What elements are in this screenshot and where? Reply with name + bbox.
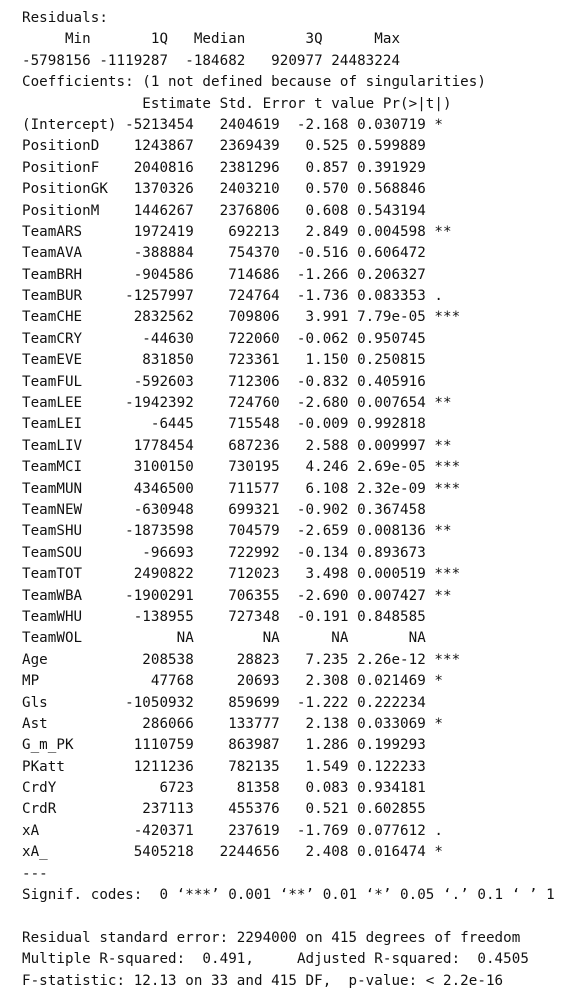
- coef-row: PositionF 2040816 2381296 0.857 0.391929: [22, 159, 426, 176]
- coef-row: G_m_PK 1110759 863987 1.286 0.199293: [22, 737, 426, 754]
- coef-row: TeamARS 1972419 692213 2.849 0.004598 **: [22, 223, 452, 240]
- r-squared-line: Multiple R-squared: 0.491, Adjusted R-squared: 0.4505: [22, 951, 538, 968]
- signif-codes: Signif. codes: 0 ‘***’ 0.001 ‘**’ 0.01 ‘*’ 0.05 ‘.’ 0.1 ‘ ’ 1: [22, 887, 555, 904]
- coef-row: TeamLEI -6445 715548 -0.009 0.992818: [22, 416, 426, 433]
- coef-row: TeamWHU -138955 727348 -0.191 0.848585: [22, 608, 426, 625]
- coef-row: PKatt 1211236 782135 1.549 0.122233: [22, 758, 426, 775]
- coef-row: xA_ 5405218 2244656 2.408 0.016474 *: [22, 844, 443, 861]
- coefficients-header: Estimate Std. Error t value Pr(>|t|): [22, 95, 452, 112]
- coef-row: TeamNEW -630948 699321 -0.902 0.367458: [22, 501, 426, 518]
- coef-row: PositionD 1243867 2369439 0.525 0.599889: [22, 138, 426, 155]
- residuals-values: -5798156 -1119287 -184682 920977 24483224: [22, 52, 401, 69]
- separator: ---: [22, 865, 48, 882]
- coef-row: (Intercept) -5213454 2404619 -2.168 0.030719 *: [22, 116, 443, 133]
- coef-row: MP 47768 20693 2.308 0.021469 *: [22, 673, 443, 690]
- coef-row: TeamLEE -1942392 724760 -2.680 0.007654 **: [22, 395, 452, 412]
- residual-standard-error: Residual standard error: 2294000 on 415 degrees of freedom: [22, 929, 521, 946]
- coef-row: PositionM 1446267 2376806 0.608 0.543194: [22, 202, 426, 219]
- coef-row: TeamTOT 2490822 712023 3.498 0.000519 ***: [22, 566, 461, 583]
- coefficients-title: Coefficients: (1 not defined because of singularities): [22, 74, 486, 91]
- coef-row: TeamWBA -1900291 706355 -2.690 0.007427 **: [22, 587, 452, 604]
- coef-row: xA -420371 237619 -1.769 0.077612 .: [22, 822, 443, 839]
- coef-row: TeamSOU -96693 722992 -0.134 0.893673: [22, 544, 426, 561]
- coef-row: PositionGK 1370326 2403210 0.570 0.568846: [22, 181, 426, 198]
- coef-row: TeamCHE 2832562 709806 3.991 7.79e-05 ***: [22, 309, 461, 326]
- coef-row: TeamCRY -44630 722060 -0.062 0.950745: [22, 330, 426, 347]
- residuals-title: Residuals:: [22, 10, 108, 26]
- coef-row: Age 208538 28823 7.235 2.26e-12 ***: [22, 651, 461, 668]
- coef-row: TeamLIV 1778454 687236 2.588 0.009997 **: [22, 437, 452, 454]
- coef-row: Gls -1050932 859699 -1.222 0.222234: [22, 694, 426, 711]
- blank-line: [22, 906, 588, 927]
- coef-row: TeamSHU -1873598 704579 -2.659 0.008136 **: [22, 523, 452, 540]
- coef-row: TeamWOL NA NA NA NA: [22, 630, 426, 647]
- coef-row: TeamBRH -904586 714686 -1.266 0.206327: [22, 266, 426, 283]
- coef-row: TeamEVE 831850 723361 1.150 0.250815: [22, 352, 426, 369]
- coef-row: Ast 286066 133777 2.138 0.033069 *: [22, 715, 443, 732]
- coef-row: CrdY 6723 81358 0.083 0.934181: [22, 780, 426, 797]
- coef-row: TeamMUN 4346500 711577 6.108 2.32e-09 ***: [22, 480, 461, 497]
- coef-row: TeamMCI 3100150 730195 4.246 2.69e-05 ***: [22, 459, 461, 476]
- coef-row: CrdR 237113 455376 0.521 0.602855: [22, 801, 426, 818]
- coef-row: TeamFUL -592603 712306 -0.832 0.405916: [22, 373, 426, 390]
- residuals-header: Min 1Q Median 3Q Max: [22, 31, 401, 48]
- f-statistic-line: F-statistic: 12.13 on 33 and 415 DF, p-value: < 2.2e-16: [22, 972, 504, 989]
- coef-row: TeamBUR -1257997 724764 -1.736 0.083353 .: [22, 288, 443, 305]
- coef-row: TeamAVA -388884 754370 -0.516 0.606472: [22, 245, 426, 262]
